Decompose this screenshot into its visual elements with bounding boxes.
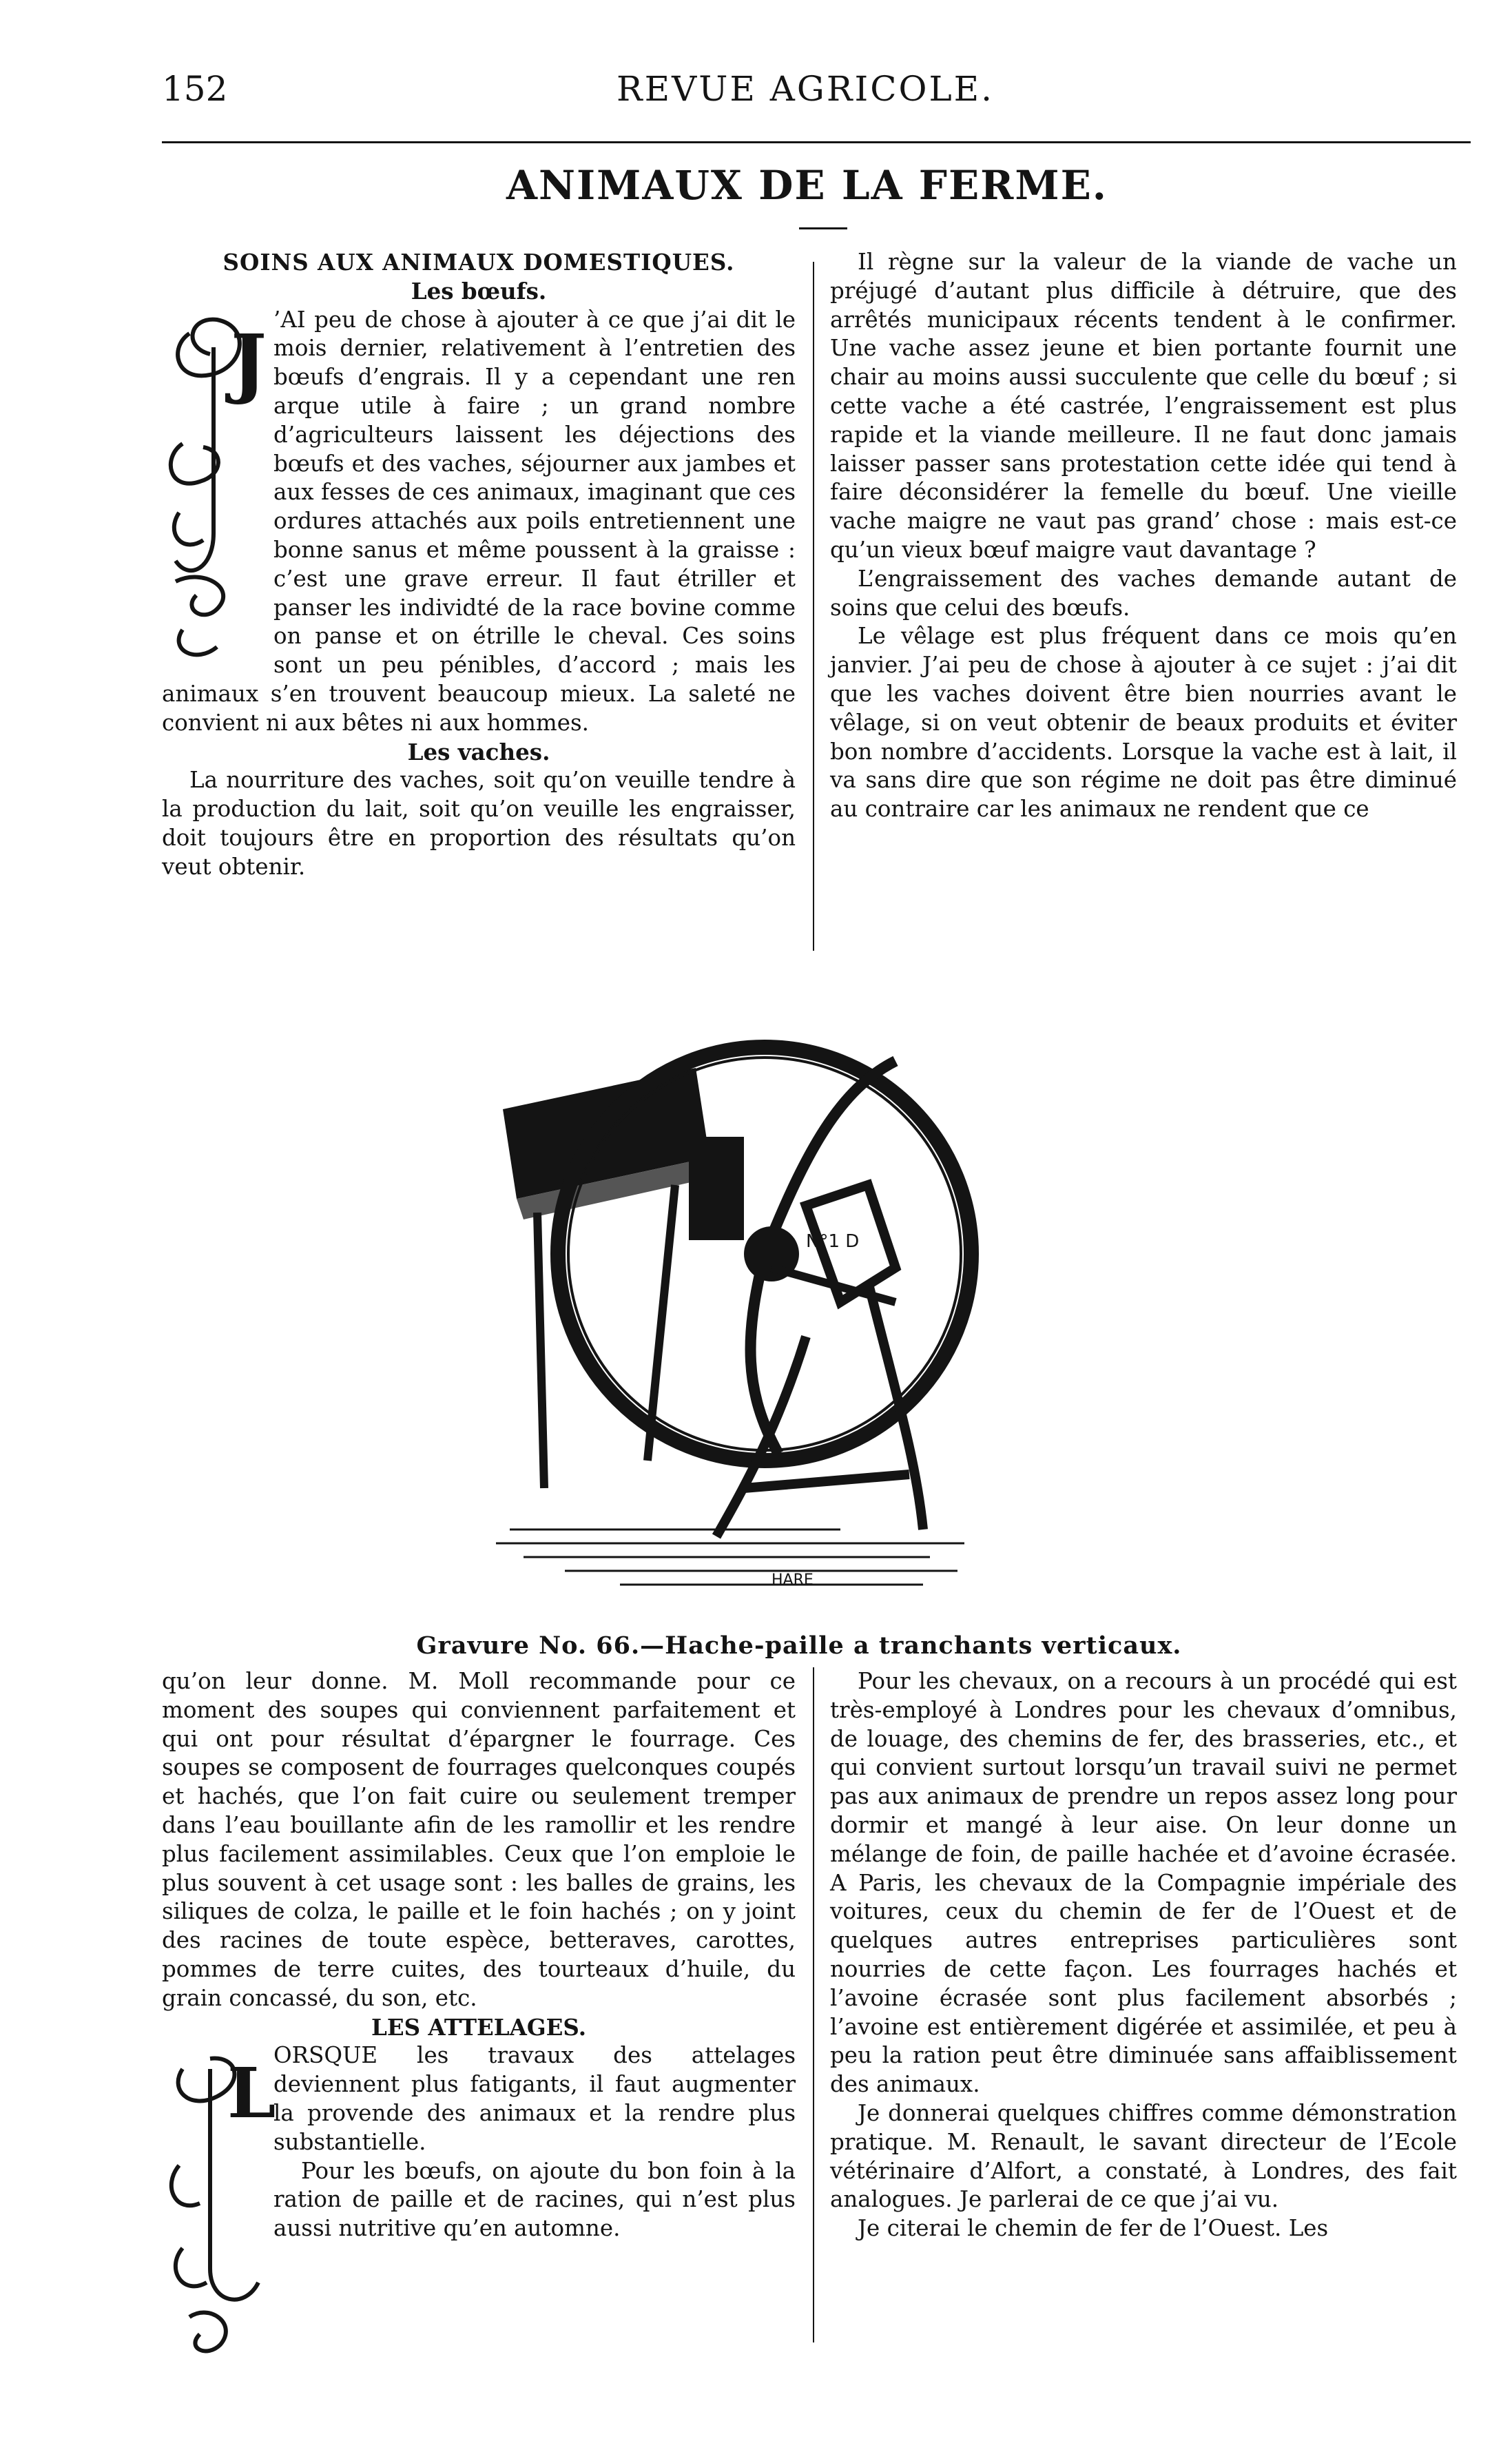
subheading-vaches: Les vaches. xyxy=(407,738,550,765)
drop-cap-l-ornament xyxy=(162,2041,276,2365)
column-top-left xyxy=(162,248,796,882)
header-rule xyxy=(162,141,1471,143)
attelages-paragraph-2: Pour les bœufs, on ajoute du bon foin à la ration de paille et de racines, qui n’est plus aussi nutritive qu’en automne. xyxy=(273,2157,796,2242)
ornament-icon xyxy=(162,306,265,671)
title-rule xyxy=(799,227,847,229)
article-heading: SOINS AUX ANIMAUX DOMESTIQUES. xyxy=(222,249,735,276)
section-title: ANIMAUX DE LA FERME. xyxy=(506,162,1108,209)
right-paragraph-2: L’engraissement des vaches demande autant de soins que celui des bœufs. xyxy=(830,565,1457,621)
right-paragraph-1: Il règne sur la valeur de la viande de vache un préjugé d’autant plus difficile à détruire, que des arrêtés municipaux récents tendent à le confirmer. Une vache assez jeune et bien portante fournit une chair au moins aussi succulente que celle du bœuf ; si cette vache a été castrée, l’engraissement est plus rapide et la viande meilleure. Il ne faut donc jamais laisser passer sans protestation cette idée qui tend à faire déconsidérer la femelle du bœuf. Une vieille vache maigre ne vaut pas grand’ chose : mais est-ce qu’un vieux bœuf maigre vaut davantage ? xyxy=(830,249,1457,563)
plate-label: N°1 D xyxy=(806,1231,860,1252)
attelages-heading: LES ATTELAGES. xyxy=(371,2013,587,2041)
page-number: 152 xyxy=(162,69,228,109)
subheading-boeufs: Les bœufs. xyxy=(411,277,547,305)
attelages-paragraph-1: ORSQUE les travaux des attelages deviennent plus fatigants, il faut augmenter la provende des animaux et la rendre plus substantielle. xyxy=(273,2042,796,2155)
column-top-right xyxy=(830,248,1457,824)
svg-text:L: L xyxy=(227,2052,276,2134)
bottom-left-paragraph-1: qu’on leur donne. M. Moll recommande pour ce moment des soupes qui conviennent parfaitement et qui ont pour résultat d’épargner le fourrage. Ces soupes se composent de fourrages quelconques coupés et hachés, que l’on fait cuire ou seulement tremper dans l’eau bouillante afin de les ramollir et les rendre plus facilement assimilables. Ceux que l’on emploie le plus souvent à cet usage sont : les balles de grains, les siliques de colza, le paille et le foin hachés ; on y joint des racines de toute espèce, betteraves, carottes, pommes de terre cuites, des tourteaux d’huile, du grain concassé, du son, etc. xyxy=(162,1668,796,2011)
engraving-hache-paille xyxy=(482,978,978,1612)
journal-title: REVUE AGRICOLE. xyxy=(617,69,995,109)
bottom-right-paragraph-1: Pour les chevaux, on a recours à un procédé qui est très-employé à Londres pour les chevaux d’omnibus, de louage, des chemins de fer, des brasseries, etc., et qui convient surtout lorsqu’un travail suivi ne permet pas aux animaux de prendre un repos assez long pour dormir et mangé à leur aise. On leur donne un mélange de foin, de paille hachée et d’avoine écrasée. A Paris, les chevaux de la Compagnie impériale des voitures, ceux du chemin de fer de l’Ouest et de quelques autres entreprises particulières sont nourries de cette façon. Les fourrages hachés et l’avoine écrasée sont plus facilement absorbés ; l’avoine est entièrement digérée et assimilée, et peu à peu la ration peut être diminuée sans affaiblissement des animaux. xyxy=(830,1668,1457,2098)
ornament-icon xyxy=(162,2041,276,2365)
engraver-signature: HARE xyxy=(771,1572,814,1589)
running-header xyxy=(162,69,1471,124)
boeufs-text: ’AI peu de chose à ajouter à ce que j’ai dit le mois dernier, relativement à l’entretien des bœufs d’engrais. Il y a cependant une ren arque utile à faire ; un grand nombre d’agriculteurs laissent les déjections des bœufs et des vaches, séjourner aux jambes et aux fesses de ces animaux, imaginant que ces ordures attachés aux poils entretiennent une bonne sanus et même poussent à la graisse : c’est une grave erreur. Il faut étriller et panser les individté de la race bovine comme on panse et on étrille le cheval. Ces soins sont un peu pénibles, d’accord ; mais les animaux s’en trouvent beaucoup mieux. La saleté ne convient ni aux bêtes ni aux hommes. xyxy=(162,306,796,736)
chaff-cutter-illustration xyxy=(482,978,978,1612)
column-divider-bottom xyxy=(813,1667,814,2342)
svg-text:J: J xyxy=(231,317,267,406)
bottom-right-paragraph-2: Je donnerai quelques chiffres comme démonstration pratique. M. Renault, le savant directeur de l’Ecole vétérinaire d’Alfort, a constaté, à Londres, des fait analogues. Je parlerai de ce que j’ai vu. xyxy=(830,2099,1457,2213)
drop-cap-j-ornament xyxy=(162,306,265,671)
bottom-right-paragraph-3: Je citerai le chemin de fer de l’Ouest. Les xyxy=(858,2215,1329,2242)
vaches-text: La nourriture des vaches, soit qu’on veuille tendre à la production du lait, soit qu’on veuille les engraisser, doit toujours être en proportion des résultats qu’on veut obtenir. xyxy=(162,767,796,880)
right-paragraph-3: Le vêlage est plus fréquent dans ce mois qu’en janvier. J’ai peu de chose à ajouter à ce sujet : j’ai dit que les vaches doivent être bien nourries avant le vêlage, si on veut obtenir de beaux produits et éviter bon nombre d’accidents. Lorsque la vache est à lait, il va sans dire que son régime ne doit pas être diminué au contraire car les animaux ne rendent que ce xyxy=(830,623,1457,823)
column-bottom-left xyxy=(162,1667,796,2365)
figure-caption: Gravure No. 66.—Hache-paille a tranchants verticaux. xyxy=(416,1631,1182,1660)
column-divider-top xyxy=(813,262,814,951)
column-bottom-right xyxy=(830,1667,1457,2243)
